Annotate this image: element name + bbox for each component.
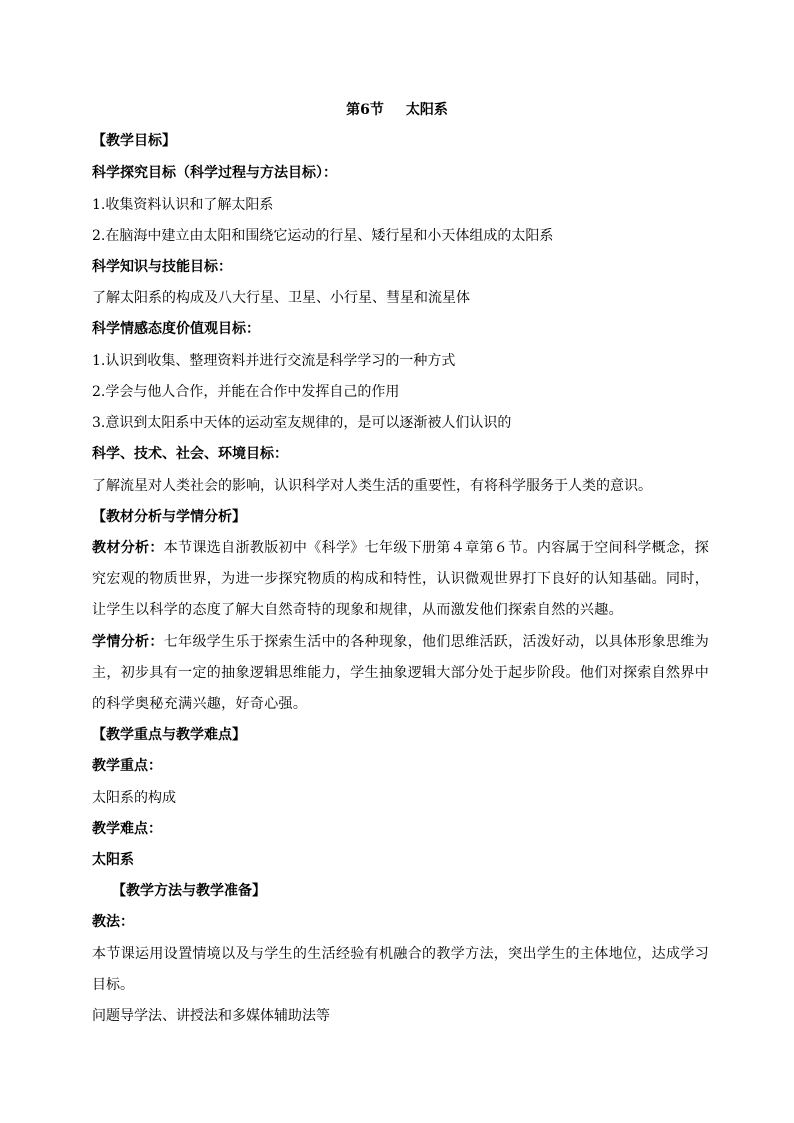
material-paragraph-line (92, 538, 710, 558)
goals-heading: 【教学目标】 (92, 133, 176, 149)
material-label: 教材分析： (92, 540, 164, 556)
analysis-heading: 【教材分析与学情分析】 (92, 509, 246, 525)
difficulty-label: 教学难点： (92, 821, 162, 837)
material-text: 让学生以科学的态度了解大自然奇特的现象和规律，从而激发他们探索自然的兴趣。 (92, 602, 623, 618)
knowledge-heading: 科学知识与技能目标： (92, 259, 232, 275)
focus-label: 教学重点： (92, 758, 162, 774)
student-text: 的科学奥秘充满兴趣，好奇心强。 (92, 696, 308, 712)
student-paragraph-line (92, 632, 710, 652)
emotion-item: 1.认识到收集、整理资料并进行交流是科学学习的一种方式 (92, 353, 456, 369)
inquiry-item: 2.在脑海中建立由太阳和围绕它运动的行星、矮行星和小天体组成的太阳系 (92, 228, 554, 244)
student-label: 学情分析： (92, 634, 164, 650)
knowledge-text: 了解太阳系的构成及八大行星、卫星、小行星、彗星和流星体 (92, 290, 470, 306)
inquiry-item: 1.收集资料认识和了解太阳系 (92, 197, 274, 213)
emotion-heading: 科学情感态度价值观目标： (92, 321, 260, 337)
page-title (0, 100, 794, 120)
methods-heading: 【教学方法与教学准备】 (112, 883, 266, 899)
emotion-item: 2.学会与他人合作，并能在合作中发挥自己的作用 (92, 384, 400, 400)
teaching-text: 目标。 (92, 977, 134, 993)
teaching-text: 本节课运用设置情境以及与学生的生活经验有机融合的教学方法，突出学生的主体地位，达成学习 (92, 946, 710, 962)
sts-heading: 科学、技术、社会、环境目标： (92, 446, 288, 462)
title-section-number: 第6节 (346, 102, 384, 118)
methods-text: 问题导学法、讲授法和多媒体辅助法等 (92, 1008, 330, 1024)
emotion-item: 3.意识到太阳系中天体的运动室友规律的，是可以逐渐被人们认识的 (92, 415, 512, 431)
teaching-label: 教法： (92, 914, 134, 930)
student-text: 七年级学生乐于探索生活中的各种现象，他们思维活跃，活泼好动，以具体形象思维为 (163, 634, 710, 650)
material-text: 究宏观的物质世界，为进一步探究物质的构成和特性，认识微观世界打下良好的认知基础。同时， (92, 571, 710, 587)
sts-text: 了解流星对人类社会的影响，认识科学对人类生活的重要性，有将科学服务于人类的意识。 (92, 478, 652, 494)
title-section-name: 太阳系 (405, 102, 448, 118)
inquiry-heading: 科学探究目标（科学过程与方法目标）： (92, 165, 337, 181)
material-text: 本节课选自浙教版初中《科学》七年级下册第４章第６节。内容属于空间科学概念，探 (163, 540, 710, 556)
student-text: 主，初步具有一定的抽象逻辑思维能力，学生抽象逻辑大部分处于起步阶段。他们对探索自然界中 (92, 665, 710, 681)
focus-text: 太阳系的构成 (92, 790, 176, 806)
difficulty-text: 太阳系 (92, 852, 134, 868)
keypoints-heading: 【教学重点与教学难点】 (92, 727, 246, 743)
